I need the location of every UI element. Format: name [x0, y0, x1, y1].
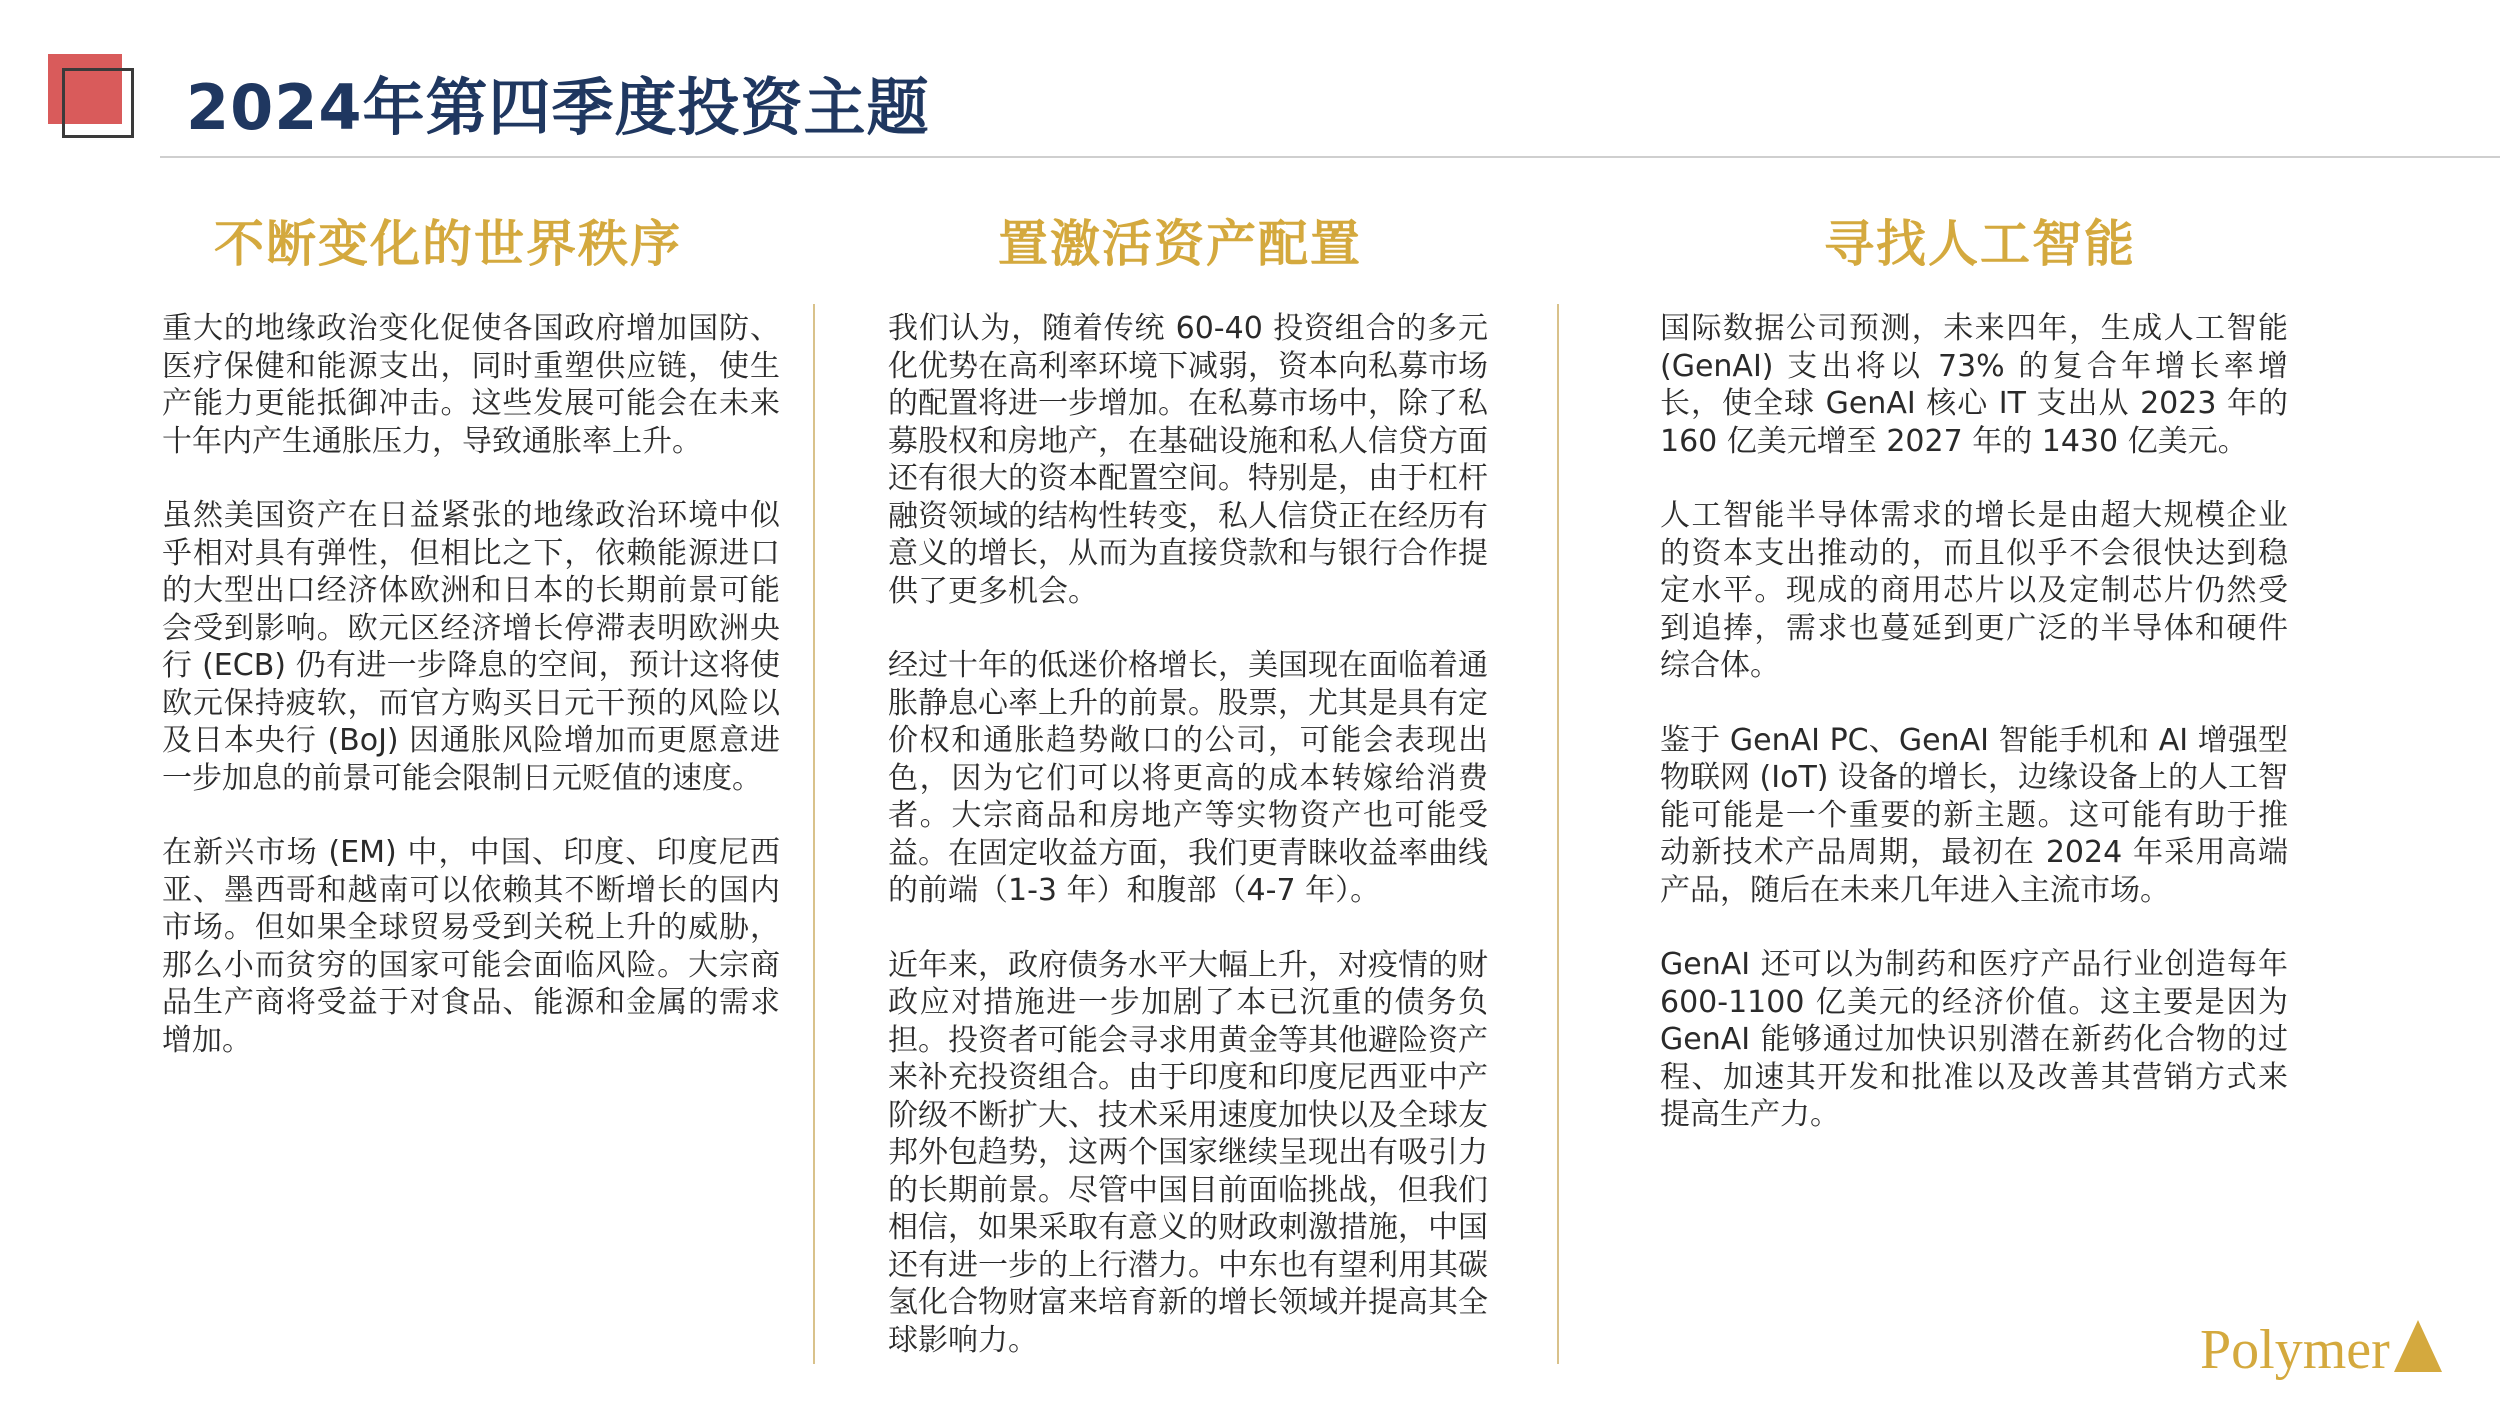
column-3-paragraph: 国际数据公司预测，未来四年，生成人工智能 (GenAI) 支出将以 73% 的复合年增长率增长，使全球 GenAI 核心 IT 支出从 2023 年的 160 亿美元增至 2027 年的 1430 亿美元。	[1660, 311, 2288, 459]
title-divider	[160, 156, 2500, 158]
column-2-paragraph: 近年来，政府债务水平大幅上升，对疫情的财政应对措施进一步加剧了本已沉重的债务负担。投资者可能会寻求用黄金等其他避险资产来补充投资组合。由于印度和印度尼西亚中产阶级不断扩大、技术采用速度加快以及全球友邦外包趋势，这两个国家继续呈现出有吸引力的长期前景。尽管中国目前面临挑战，但我们相信，如果采取有意义的财政刺激措施，中国还有进一步的上行潜力。中东也有望利用其碳氢化合物财富来培育新的增长领域并提高其全球影响力。	[888, 947, 1488, 1358]
column-1-paragraph: 在新兴市场 (EM) 中，中国、印度、印度尼西亚、墨西哥和越南可以依赖其不断增长的国内市场。但如果全球贸易受到关税上升的威胁，那么小而贫穷的国家可能会面临风险。大宗商品生产商将受益于对食品、能源和金属的需求增加。	[162, 835, 780, 1058]
column-3-paragraph: GenAI 还可以为制药和医疗产品行业创造每年 600-1100 亿美元的经济价值。这主要是因为 GenAI 能够通过加快识别潜在新药化合物的过程、加速其开发和批准以及改善其营销方式来提高生产力。	[1660, 947, 2288, 1132]
column-divider-1	[813, 304, 815, 1364]
column-3-paragraph: 鉴于 GenAI PC、GenAI 智能手机和 AI 增强型物联网 (IoT) 设备的增长，边缘设备上的人工智能可能是一个重要的新主题。这可能有助于推动新技术产品周期，最初在 2024 年采用高端产品，随后在未来几年进入主流市场。	[1660, 722, 2289, 908]
column-2-heading: 置激活资产配置	[998, 215, 1362, 273]
column-1-body	[162, 310, 780, 1096]
column-1-heading: 不断变化的世界秩序	[214, 215, 682, 273]
column-3-body	[1660, 310, 2288, 1171]
column-1-paragraph: 重大的地缘政治变化促使各国政府增加国防、医疗保健和能源支出，同时重塑供应链，使生产能力更能抵御冲击。这些发展可能会在未来十年内产生通胀压力，导致通胀率上升。	[162, 311, 780, 459]
column-3-heading: 寻找人工智能	[1824, 215, 2136, 273]
column-2-paragraph: 我们认为，随着传统 60-40 投资组合的多元化优势在高利率环境下减弱，资本向私募市场的配置将进一步增加。在私募市场中，除了私募股权和房地产，在基础设施和私人信贷方面还有很大的资本配置空间。特别是，由于杠杆融资领域的结构性转变，私人信贷正在经历有意义的增长，从而为直接贷款和与银行合作提供了更多机会。	[888, 311, 1488, 609]
column-divider-2	[1557, 304, 1559, 1364]
logo-outline-square	[62, 68, 134, 138]
logo-mark	[48, 54, 138, 140]
page-title: 2024年第四季度投资主题	[186, 71, 930, 144]
brand-logo	[2200, 1318, 2442, 1382]
column-3-paragraph: 人工智能半导体需求的增长是由超大规模企业的资本支出推动的，而且似乎不会很快达到稳定水平。现成的商用芯片以及定制芯片仍然受到追捧，需求也蔓延到更广泛的半导体和硬件综合体。	[1660, 498, 2288, 683]
column-2-paragraph: 经过十年的低迷价格增长，美国现在面临着通胀静息心率上升的前景。股票，尤其是具有定价权和通胀趋势敞口的公司，可能会表现出色，因为它们可以将更高的成本转嫁给消费者。大宗商品和房地产等实物资产也可能受益。在固定收益方面，我们更青睐收益率曲线的前端（1-3 年）和腹部（4-7 年）。	[888, 648, 1488, 908]
brand-name: Polymer	[2200, 1319, 2390, 1381]
column-2-body	[888, 310, 1488, 1396]
brand-triangle-icon	[2394, 1320, 2442, 1372]
column-1-paragraph: 虽然美国资产在日益紧张的地缘政治环境中似乎相对具有弹性，但相比之下，依赖能源进口的大型出口经济体欧洲和日本的长期前景可能会受到影响。欧元区经济增长停滞表明欧洲央行 (ECB) 仍有进一步降息的空间，预计这将使欧元保持疲软，而官方购买日元干预的风险以及日本央行 (BoJ) 因通胀风险增加而更愿意进一步加息的前景可能会限制日元贬值的速度。	[162, 498, 780, 796]
